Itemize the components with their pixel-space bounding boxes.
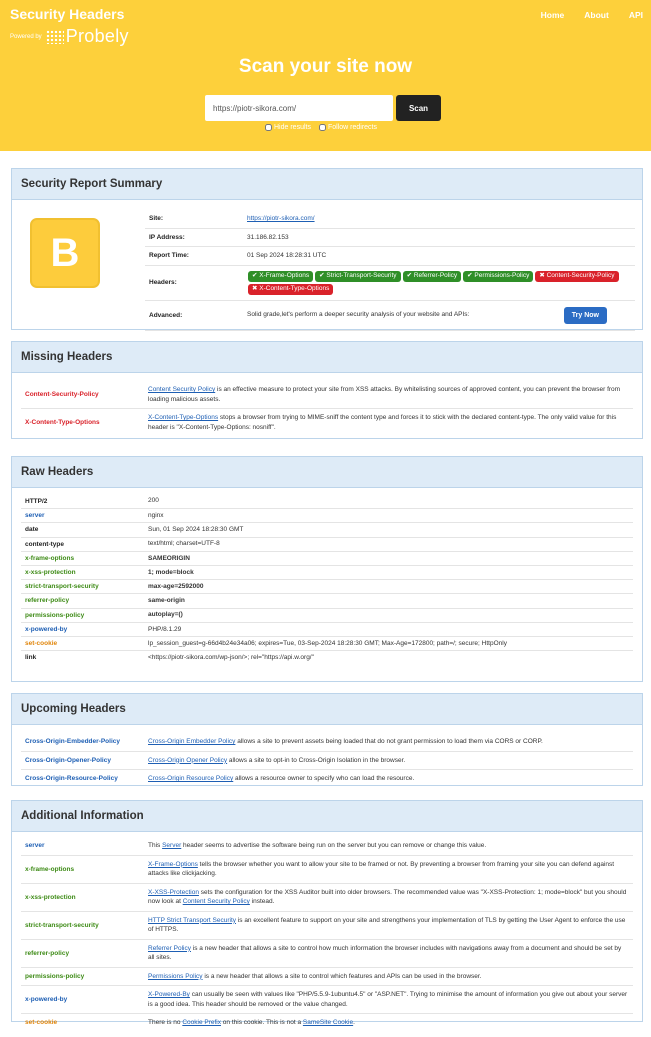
raw-header-row [21, 579, 633, 593]
hide-results-checkbox[interactable] [265, 124, 272, 131]
nav-about[interactable]: About [584, 10, 609, 20]
missing-header-desc [144, 409, 633, 436]
raw-header-name: HTTP/2 [25, 497, 48, 505]
additional-info-link[interactable]: X-XSS-Protection [148, 888, 199, 896]
site-label: Site: [149, 215, 164, 223]
additional-info-row [21, 911, 633, 939]
additional-info-name: strict-transport-security [25, 921, 99, 929]
follow-redirects-option[interactable] [319, 124, 377, 131]
additional-info-text: is a new header that allows a site to control which features and APIs can be used in the browser. [202, 972, 482, 980]
raw-header-name: date [25, 526, 39, 534]
raw-header-row [21, 636, 633, 650]
site-header [0, 0, 651, 151]
probely-dots-icon [46, 30, 64, 44]
raw-header-value: text/html; charset=UTF-8 [148, 540, 220, 548]
raw-header-value: nginx [148, 512, 164, 520]
probely-wordmark: Probely [65, 26, 129, 46]
additional-info-desc [144, 884, 633, 911]
upcoming-header-row [21, 769, 633, 788]
raw-header-row [21, 494, 633, 508]
additional-info-text: is a new header that allows a site to control how much information the browser includes with navigations away from a document and should be set by all sites. [148, 944, 622, 961]
upcoming-header-link[interactable]: Cross-Origin Embedder Policy [148, 738, 236, 745]
present-header-badge: ✔ Referrer-Policy [403, 271, 462, 282]
additional-info-name: x-frame-options [25, 865, 75, 873]
missing-header-row [21, 381, 633, 408]
grade-badge: B [30, 218, 100, 288]
raw-header-value: Sun, 01 Sep 2024 18:28:30 GMT [148, 526, 244, 534]
additional-info-row [21, 883, 633, 911]
summary-row-site [145, 210, 635, 228]
summary-body [12, 200, 642, 330]
scan-button[interactable]: Scan [396, 95, 441, 121]
additional-info-link-2[interactable]: Content Security Policy [182, 898, 250, 905]
missing-header-desc [144, 381, 633, 408]
upcoming-header-desc [144, 733, 633, 751]
raw-header-name: server [25, 512, 45, 520]
summary-row-advanced [145, 300, 635, 331]
additional-info-name: x-xss-protection [25, 893, 76, 901]
additional-info-desc [144, 1014, 633, 1032]
additional-info-post: instead. [249, 898, 275, 905]
raw-header-row [21, 537, 633, 551]
raw-headers-panel [11, 456, 643, 682]
additional-info-row [21, 985, 633, 1013]
top-nav [541, 10, 643, 20]
raw-header-row [21, 508, 633, 522]
additional-info-desc [144, 940, 633, 967]
additional-info-row [21, 1013, 633, 1032]
additional-info-post: . [353, 1019, 355, 1026]
additional-info-text: can usually be seen with values like "PHP/5.5.9-1ubuntu4.5" or "ASP.NET". Trying to minimise the amount of information you give out about your server is a good idea. This header should be removed or the value changed. [148, 991, 628, 1008]
raw-header-row [21, 622, 633, 636]
additional-info-title: Additional Information [12, 801, 642, 832]
raw-header-name: permissions-policy [25, 611, 85, 619]
upcoming-header-name: Cross-Origin-Opener-Policy [25, 756, 111, 764]
summary-row-headers [145, 265, 635, 300]
additional-info-text: header seems to advertise the software being run on the server but you can remove or change this value. [181, 842, 487, 849]
missing-header-row [21, 408, 633, 436]
upcoming-header-text: allows a resource owner to specify who can load the resource. [233, 775, 415, 782]
missing-header-link[interactable]: X-Content-Type-Options [148, 414, 219, 421]
raw-header-name: content-type [25, 540, 64, 548]
hide-results-option[interactable] [265, 124, 311, 131]
upcoming-header-link[interactable]: Cross-Origin Resource Policy [148, 775, 234, 782]
additional-info-text: sets the configuration for the XSS Auditor built into older browsers. The recommended value was "X-XSS-Protection: 1; mode=block" but you should now look at [148, 888, 627, 905]
missing-headers-panel [11, 341, 643, 439]
upcoming-headers-body [12, 725, 642, 793]
raw-headers-body [12, 488, 642, 669]
raw-header-name: x-xss-protection [25, 569, 76, 577]
ip-value: 31.186.82.153 [247, 233, 289, 241]
upcoming-header-row [21, 733, 633, 751]
additional-info-desc [144, 986, 633, 1013]
additional-info-text: on this cookie. This is not a [220, 1019, 303, 1026]
upcoming-header-desc [144, 752, 633, 770]
raw-header-name: set-cookie [25, 639, 58, 647]
additional-info-desc [144, 968, 633, 986]
powered-by [10, 26, 129, 47]
additional-info-link-2[interactable]: SameSite Cookie [302, 1019, 354, 1026]
additional-info-row [21, 967, 633, 986]
url-input[interactable] [205, 95, 393, 121]
missing-headers-body [12, 373, 642, 441]
additional-info-body [12, 832, 642, 1037]
raw-header-row [21, 593, 633, 607]
missing-headers-title: Missing Headers [12, 342, 642, 373]
raw-header-value: <https://piotr-sikora.com/wp-json/>; rel="https://api.w.org/" [148, 653, 314, 661]
header-badges [243, 266, 635, 300]
raw-header-value: max-age=2592000 [148, 582, 204, 590]
additional-info-row [21, 939, 633, 967]
time-label: Report Time: [149, 252, 189, 260]
additional-info-desc [144, 856, 633, 883]
additional-info-name: set-cookie [25, 1019, 58, 1027]
additional-info-text: is an excellent feature to support on your site and strengthens your implementation of TLS by getting the User Agent to enforce the use of HTTPS. [148, 916, 626, 933]
missing-header-text: stops a browser from trying to MIME-sniff the content type and forces it to stick with the declared content-type. The only valid value for this header is "X-Content-Type-Options: nosniff". [148, 414, 617, 431]
follow-redirects-checkbox[interactable] [319, 124, 326, 131]
raw-header-row [21, 608, 633, 622]
hide-results-label: Hide results [274, 124, 311, 131]
raw-header-value: 200 [148, 497, 159, 505]
upcoming-header-link[interactable]: Cross-Origin Opener Policy [148, 756, 228, 764]
additional-info-link[interactable]: Cookie Prefix [182, 1019, 221, 1026]
raw-header-name: referrer-policy [25, 597, 70, 605]
raw-header-value: lp_session_guest=g-66d4b24e34a06; expires=Tue, 03-Sep-2024 18:28:30 GMT; Max-Age=172800; path=/; secure; HttpOnly [148, 639, 507, 647]
additional-info-link[interactable]: Referrer Policy [148, 944, 191, 952]
missing-header-name: X-Content-Type-Options [25, 419, 100, 426]
scan-options [265, 124, 377, 131]
additional-info-link[interactable]: X-Powered-By [148, 991, 190, 998]
summary-table [145, 210, 635, 331]
summary-panel [11, 168, 643, 330]
additional-info-row [21, 855, 633, 883]
additional-info-link[interactable]: X-Frame-Options [148, 860, 198, 868]
additional-info-row [21, 837, 633, 855]
missing-header-link[interactable]: Content Security Policy [148, 386, 216, 393]
missing-header-badge: ✖ X-Content-Type-Options [248, 284, 333, 295]
present-header-badge: ✔ Strict-Transport-Security [315, 271, 400, 282]
headers-label: Headers: [149, 279, 177, 286]
upcoming-header-row [21, 751, 633, 770]
time-value: 01 Sep 2024 18:28:31 UTC [247, 252, 327, 259]
upcoming-headers-title: Upcoming Headers [12, 694, 642, 725]
upcoming-header-desc [144, 770, 633, 788]
ip-label: IP Address: [149, 233, 185, 241]
additional-info-link[interactable]: Server [162, 842, 182, 849]
missing-header-badge: ✖ Content-Security-Policy [535, 271, 618, 282]
raw-header-value: autoplay=() [148, 611, 183, 619]
upcoming-header-text: allows a site to opt-in to Cross-Origin Isolation in the browser. [227, 756, 406, 764]
advanced-label: Advanced: [149, 311, 183, 319]
raw-header-value: 1; mode=block [148, 568, 194, 576]
raw-header-row [21, 522, 633, 536]
try-now-button[interactable]: Try Now [564, 307, 607, 324]
additional-info-desc [144, 837, 633, 855]
probely-logo[interactable] [46, 26, 129, 47]
upcoming-headers-panel [11, 693, 643, 786]
additional-info-name: x-powered-by [25, 996, 68, 1003]
missing-header-name: Content-Security-Policy [25, 391, 99, 398]
additional-info-pre: There is no [148, 1019, 183, 1026]
missing-header-text: is an effective measure to protect your site from XSS attacks. By whitelisting sources of approved content, you can prevent the browser from loading malicious assets. [148, 386, 621, 403]
raw-headers-title: Raw Headers [12, 457, 642, 488]
raw-header-row [21, 551, 633, 565]
additional-info-link[interactable]: HTTP Strict Transport Security [148, 916, 237, 924]
present-header-badge: ✔ X-Frame-Options [248, 271, 313, 282]
raw-header-name: x-powered-by [25, 625, 68, 633]
upcoming-header-text: allows a site to prevent assets being loaded that do not grant permission to load them via CORS or CORP. [235, 738, 543, 745]
summary-row-ip [145, 228, 635, 247]
summary-title: Security Report Summary [12, 169, 642, 200]
brand-title[interactable]: Security Headers [10, 6, 125, 22]
raw-header-name: strict-transport-security [25, 583, 99, 591]
hero-title: Scan your site now [238, 56, 413, 77]
raw-header-row [21, 650, 633, 664]
raw-header-name: x-frame-options [25, 554, 75, 562]
advanced-text: Solid grade,let's perform a deeper security analysis of your website and APIs: [247, 311, 470, 319]
additional-info-name: referrer-policy [25, 949, 70, 957]
site-link[interactable]: https://piotr-sikora.com/ [247, 215, 315, 222]
additional-info-name: server [25, 842, 45, 850]
additional-info-panel [11, 800, 643, 1027]
raw-header-row [21, 565, 633, 579]
raw-header-value: same-origin [148, 597, 185, 605]
powered-by-label: Powered by [10, 33, 42, 40]
upcoming-header-name: Cross-Origin-Embedder-Policy [25, 738, 120, 746]
nav-api[interactable]: API [628, 10, 643, 20]
summary-row-time [145, 246, 635, 265]
raw-header-value: PHP/8.1.29 [148, 625, 182, 633]
nav-home[interactable]: Home [540, 10, 565, 20]
additional-info-link[interactable]: Permissions Policy [148, 972, 203, 980]
upcoming-header-name: Cross-Origin-Resource-Policy [25, 775, 118, 783]
follow-redirects-label: Follow redirects [327, 124, 377, 131]
raw-header-value: SAMEORIGIN [148, 554, 190, 562]
additional-info-pre: This [148, 842, 163, 849]
additional-info-desc [144, 912, 633, 939]
additional-info-text: tells the browser whether you want to allow your site to be framed or not. By preventing a browser from framing your site you can defend against attacks like clickjacking. [148, 860, 615, 877]
present-header-badge: ✔ Permissions-Policy [463, 271, 533, 282]
raw-header-name: link [25, 654, 37, 662]
additional-info-name: permissions-policy [25, 972, 85, 980]
